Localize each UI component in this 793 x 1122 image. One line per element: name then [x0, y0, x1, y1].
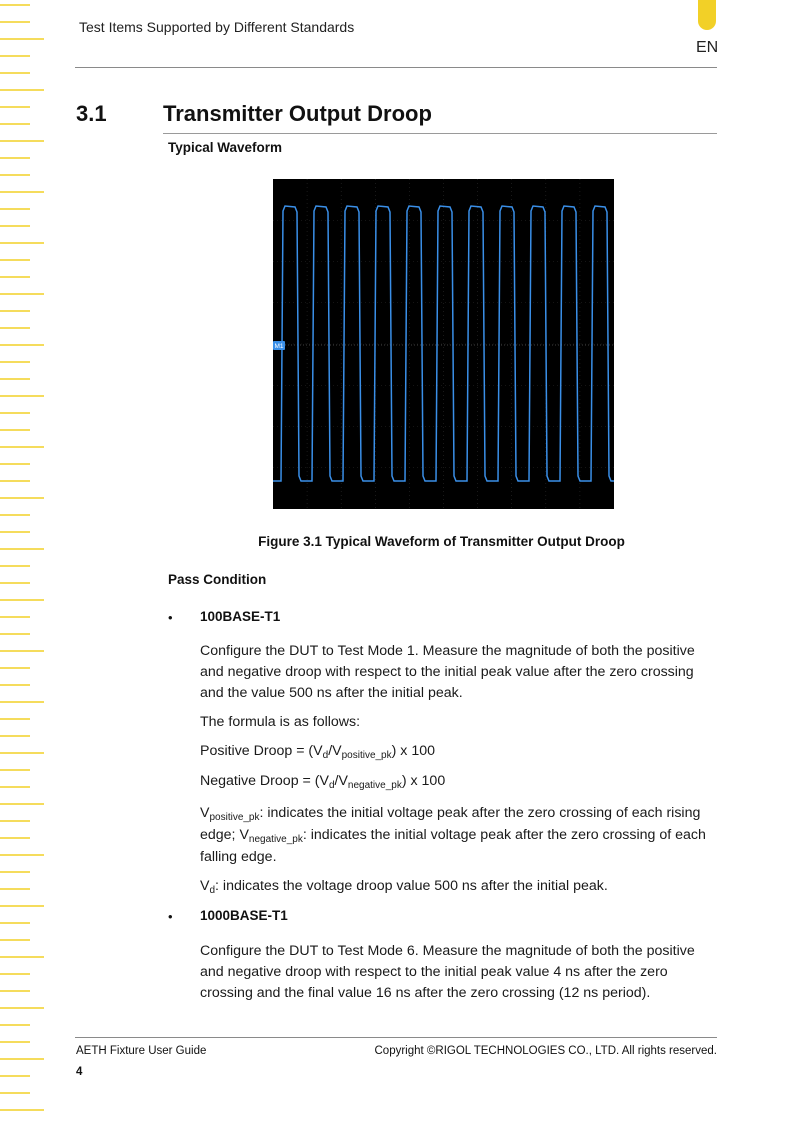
language-tab [698, 0, 716, 30]
typical-waveform-heading: Typical Waveform [168, 140, 283, 155]
config-text-1000base: Configure the DUT to Test Mode 6. Measure the magnitude of both the positive and negative droop with respect to the initial peak value 4 ns after the zero crossing and the final value 16 ns after the zero crossing (12 ns period). [200, 943, 695, 1001]
page-number: 4 [76, 1066, 83, 1078]
positive-droop-formula: Positive Droop = $(V_d/V_{positive\_pk})$ x 100 [200, 743, 435, 761]
figure-caption: Figure 3.1 Typical Waveform of Transmitter Output Droop [258, 534, 625, 549]
oscilloscope-waveform [273, 179, 614, 509]
footer-divider [75, 1037, 717, 1038]
droop-definition: $V_d$: indicates the voltage droop value 500 ns after the initial peak. [200, 878, 608, 896]
bullet-marker: • [168, 610, 173, 625]
section-divider [163, 133, 717, 134]
formula-intro: The formula is as follows: [200, 714, 361, 730]
section-number: 3.1 [76, 101, 107, 126]
config-text-100base: Configure the DUT to Test Mode 1. Measure the magnitude of both the positive and negative droop with respect to the initial peak value after the zero crossing and the value 500 ns after the initial peak. [200, 643, 695, 701]
footer-doc-title: AETH Fixture User Guide [76, 1045, 207, 1057]
bullet-marker: • [168, 909, 173, 924]
peak-definition: $V_{positive\_pk}$: indicates the initial voltage peak after the zero crossing of each rising edge; $V_{negative\_pk}$: indicates the initial voltage peak after the zero crossing of each falling edge. [200, 805, 706, 865]
item-label-1000base: 1000BASE-T1 [200, 908, 288, 923]
footer-copyright: Copyright ©RIGOL TECHNOLOGIES CO., LTD. All rights reserved. [374, 1045, 717, 1057]
section-title: Transmitter Output Droop [163, 101, 432, 126]
header-divider [75, 67, 717, 68]
language-code: EN [696, 39, 719, 56]
running-header: Test Items Supported by Different Standards [79, 19, 355, 35]
m1-marker-label: M1 [274, 343, 284, 350]
item-label-100base: 100BASE-T1 [200, 609, 281, 624]
margin-ruler [0, 0, 46, 1122]
pass-condition-heading: Pass Condition [168, 572, 267, 587]
negative-droop-formula: Negative Droop = $(V_d/V_{negative\_pk})$ x 100 [200, 773, 446, 791]
